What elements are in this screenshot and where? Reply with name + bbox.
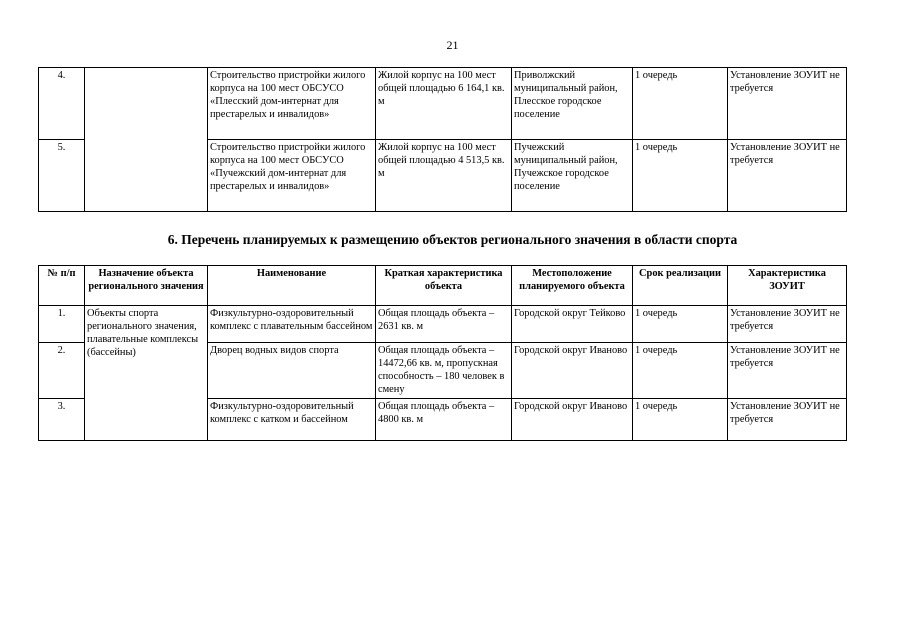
name-cell: Строительство пристройки жилого корпуса на 100 мест ОБСУСО «Пучежский дом-интернат для престарелых и инвалидов»	[208, 140, 376, 212]
row-number: 3.	[39, 399, 85, 441]
zone-cell: Установление ЗОУИТ не требуется	[728, 306, 847, 343]
description-cell: Общая площадь объекта – 2631 кв. м	[376, 306, 512, 343]
name-cell: Физкультурно-оздоровительный комплекс с катком и бассейном	[208, 399, 376, 441]
location-cell: Городской округ Иваново	[512, 399, 633, 441]
zone-cell: Установление ЗОУИТ не требуется	[728, 399, 847, 441]
term-cell: 1 очередь	[633, 399, 728, 441]
purpose-cell	[85, 68, 208, 212]
table-row	[39, 306, 847, 343]
term-cell: 1 очередь	[633, 140, 728, 212]
zone-cell: Установление ЗОУИТ не требуется	[728, 140, 847, 212]
location-cell: Пучежский муниципальный район, Пучежское городское поселение	[512, 140, 633, 212]
description-cell: Жилой корпус на 100 мест общей площадью 4 513,5 кв. м	[376, 140, 512, 212]
description-cell: Общая площадь объекта – 14472,66 кв. м, пропускная способность – 180 человек в смену	[376, 343, 512, 399]
description-cell: Общая площадь объекта – 4800 кв. м	[376, 399, 512, 441]
sport-objects-table	[38, 265, 847, 441]
description-cell: Жилой корпус на 100 мест общей площадью 6 164,1 кв. м	[376, 68, 512, 140]
table-row	[39, 68, 847, 140]
row-number: 4.	[39, 68, 85, 140]
name-cell: Физкультурно-оздоровительный комплекс с плавательным бассейном	[208, 306, 376, 343]
location-cell: Городской округ Иваново	[512, 343, 633, 399]
purpose-cell: Объекты спорта регионального значения, плавательные комплексы (бассейны)	[85, 306, 208, 441]
section-title: 6. Перечень планируемых к размещению объектов регионального значения в области спорта	[167, 232, 738, 247]
location-cell: Городской округ Тейково	[512, 306, 633, 343]
header-location: Местоположение планируемого объекта	[512, 266, 633, 306]
page-number: 21	[446, 38, 459, 52]
zone-cell: Установление ЗОУИТ не требуется	[728, 68, 847, 140]
term-cell: 1 очередь	[633, 68, 728, 140]
row-number: 1.	[39, 306, 85, 343]
zone-cell: Установление ЗОУИТ не требуется	[728, 343, 847, 399]
header-term: Срок реализации	[633, 266, 728, 306]
row-number: 5.	[39, 140, 85, 212]
name-cell: Дворец водных видов спорта	[208, 343, 376, 399]
header-name: Наименование	[208, 266, 376, 306]
table-header-row	[39, 266, 847, 306]
header-purpose: Назначение объекта регионального значения	[85, 266, 208, 306]
continued-table	[38, 67, 847, 212]
location-cell: Приволжский муниципальный район, Плесское городское поселение	[512, 68, 633, 140]
term-cell: 1 очередь	[633, 343, 728, 399]
row-number: 2.	[39, 343, 85, 399]
name-cell: Строительство пристройки жилого корпуса на 100 мест ОБСУСО «Плесский дом-интернат для престарелых и инвалидов»	[208, 68, 376, 140]
header-zone: Характеристика ЗОУИТ	[728, 266, 847, 306]
header-description: Краткая характеристика объекта	[376, 266, 512, 306]
header-num: № п/п	[39, 266, 85, 306]
term-cell: 1 очередь	[633, 306, 728, 343]
